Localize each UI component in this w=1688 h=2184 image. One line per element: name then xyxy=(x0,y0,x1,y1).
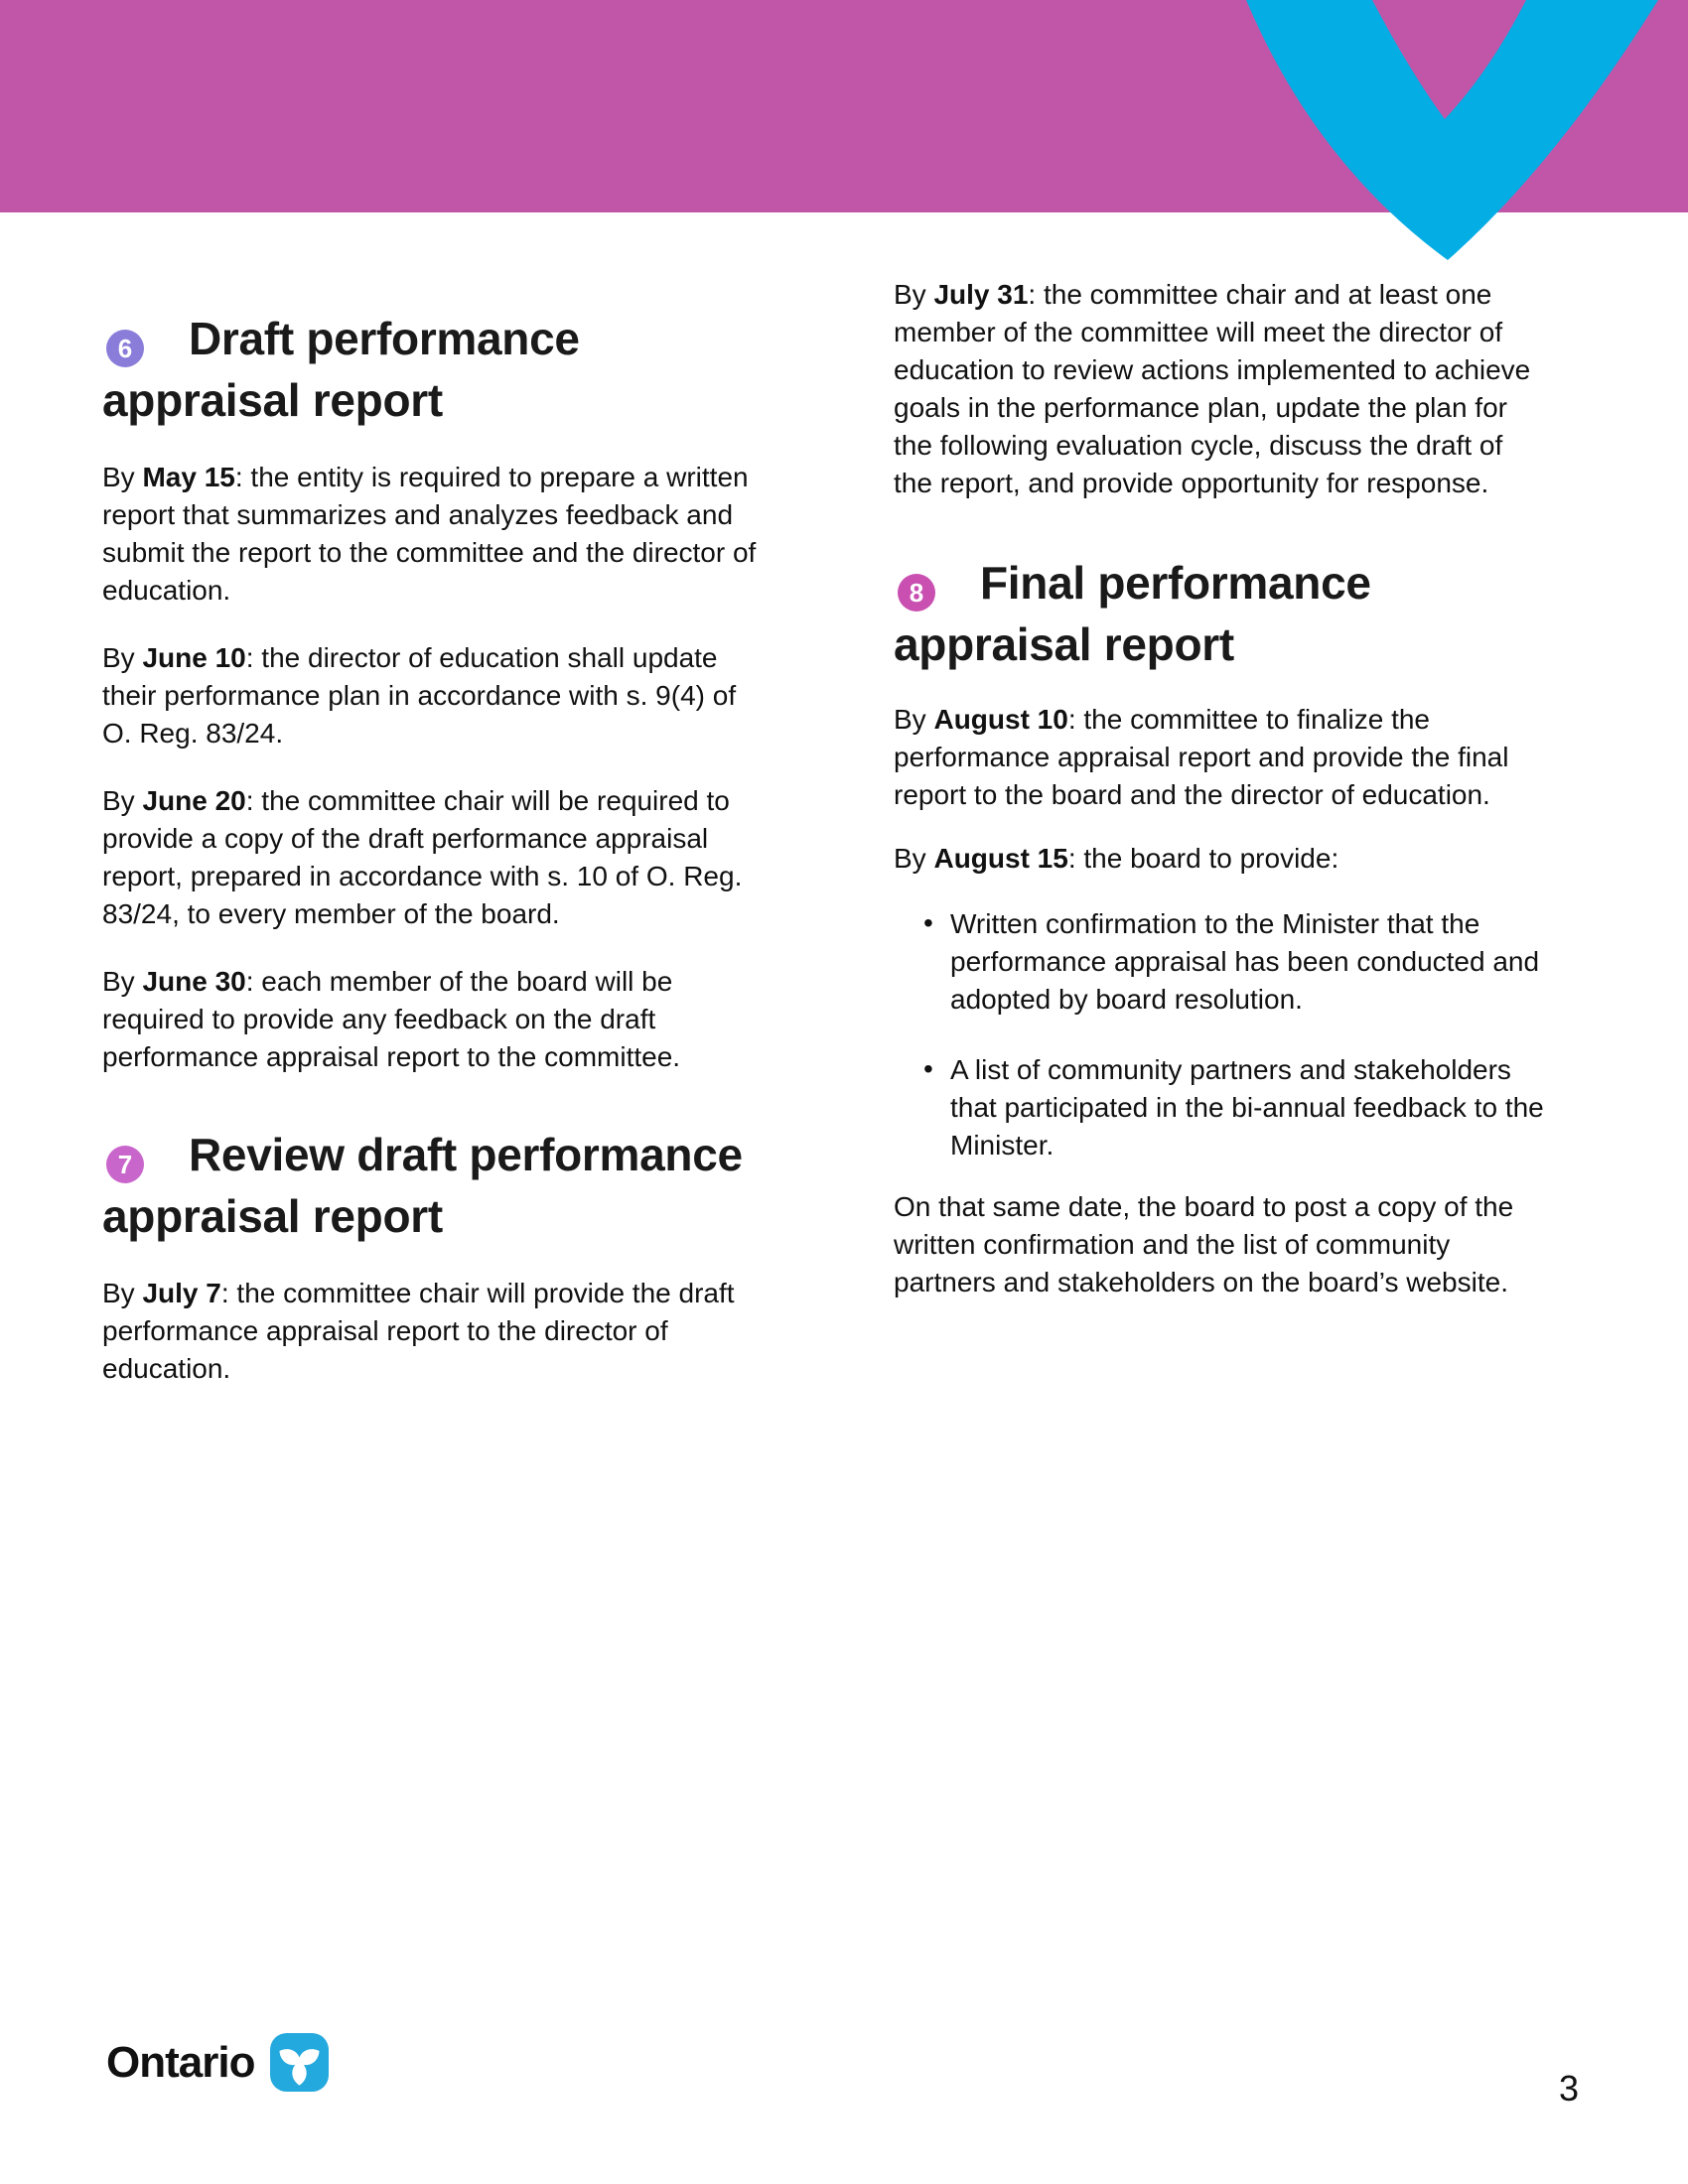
blue-chevron-icon xyxy=(0,0,1688,268)
date-august-10: August 10 xyxy=(933,704,1068,735)
section-6-badge: 6 xyxy=(106,330,144,367)
paragraph-may-15: By May 15: the entity is required to prepare a written report that summarizes and analyzes feedback and submit the report to the committee and the director of education. xyxy=(102,462,757,606)
date-may-15: May 15 xyxy=(142,462,235,492)
date-august-15: August 15 xyxy=(933,843,1068,874)
section-7-heading xyxy=(102,1124,758,1247)
paragraph-june-10: By June 10: the director of education shall update their performance plan in accordance with s. 9(4) of O. Reg. 83/24. xyxy=(102,642,737,749)
august-15-bullet-list xyxy=(894,905,1544,1164)
section-6-heading xyxy=(102,308,758,431)
ontario-wordmark: Ontario xyxy=(106,2037,255,2087)
paragraph-august-15: By August 15: the board to provide: xyxy=(894,843,1339,874)
section-6-title: Draft performance appraisal report xyxy=(102,313,580,426)
section-8-heading xyxy=(894,552,1544,675)
date-july-7: July 7 xyxy=(142,1278,221,1308)
paragraph-july-7: By July 7: the committee chair will provide the draft performance appraisal report to the director of education. xyxy=(102,1278,735,1384)
right-column xyxy=(894,276,1544,1327)
ontario-logo xyxy=(106,2033,329,2092)
paragraph-august-10: By August 10: the committee to finalize the performance appraisal report and provide the final report to the board and the director of education. xyxy=(894,704,1509,810)
date-june-10: June 10 xyxy=(142,642,246,673)
section-8-title: Final performance appraisal report xyxy=(894,557,1371,670)
section-8-badge: 8 xyxy=(898,574,935,612)
list-item: • Written confirmation to the Minister that the performance appraisal has been conducted and adopted by board resolution. xyxy=(894,905,1544,1019)
trillium-icon xyxy=(270,2033,329,2092)
list-item: • A list of community partners and stakeholders that participated in the bi-annual feedback to the Minister. xyxy=(894,1051,1544,1164)
page-number: 3 xyxy=(1558,2068,1580,2109)
paragraph-june-20: By June 20: the committee chair will be required to provide a copy of the draft performance appraisal report, prepared in accordance with s. 10 of O. Reg. 83/24, to every member of the board. xyxy=(102,785,743,929)
section-7-title: Review draft performance appraisal report xyxy=(102,1129,743,1242)
section-7-badge: 7 xyxy=(106,1146,144,1183)
paragraph-june-30: By June 30: each member of the board will be required to provide any feedback on the draft performance appraisal report to the committee. xyxy=(102,966,681,1072)
left-column xyxy=(102,308,758,1418)
date-june-20: June 20 xyxy=(142,785,246,816)
paragraph-july-31: By July 31: the committee chair and at least one member of the committee will meet the director of education to review actions implemented to achieve goals in the performance plan, update the plan for the following evaluation cycle, discuss the draft of the report, and provide opportunity for response. xyxy=(894,279,1531,498)
date-july-31: July 31 xyxy=(933,279,1029,310)
paragraph-same-date: On that same date, the board to post a copy of the written confirmation and the list of community partners and stakeholders on the board’s website. xyxy=(894,1191,1514,1297)
date-june-30: June 30 xyxy=(142,966,246,997)
